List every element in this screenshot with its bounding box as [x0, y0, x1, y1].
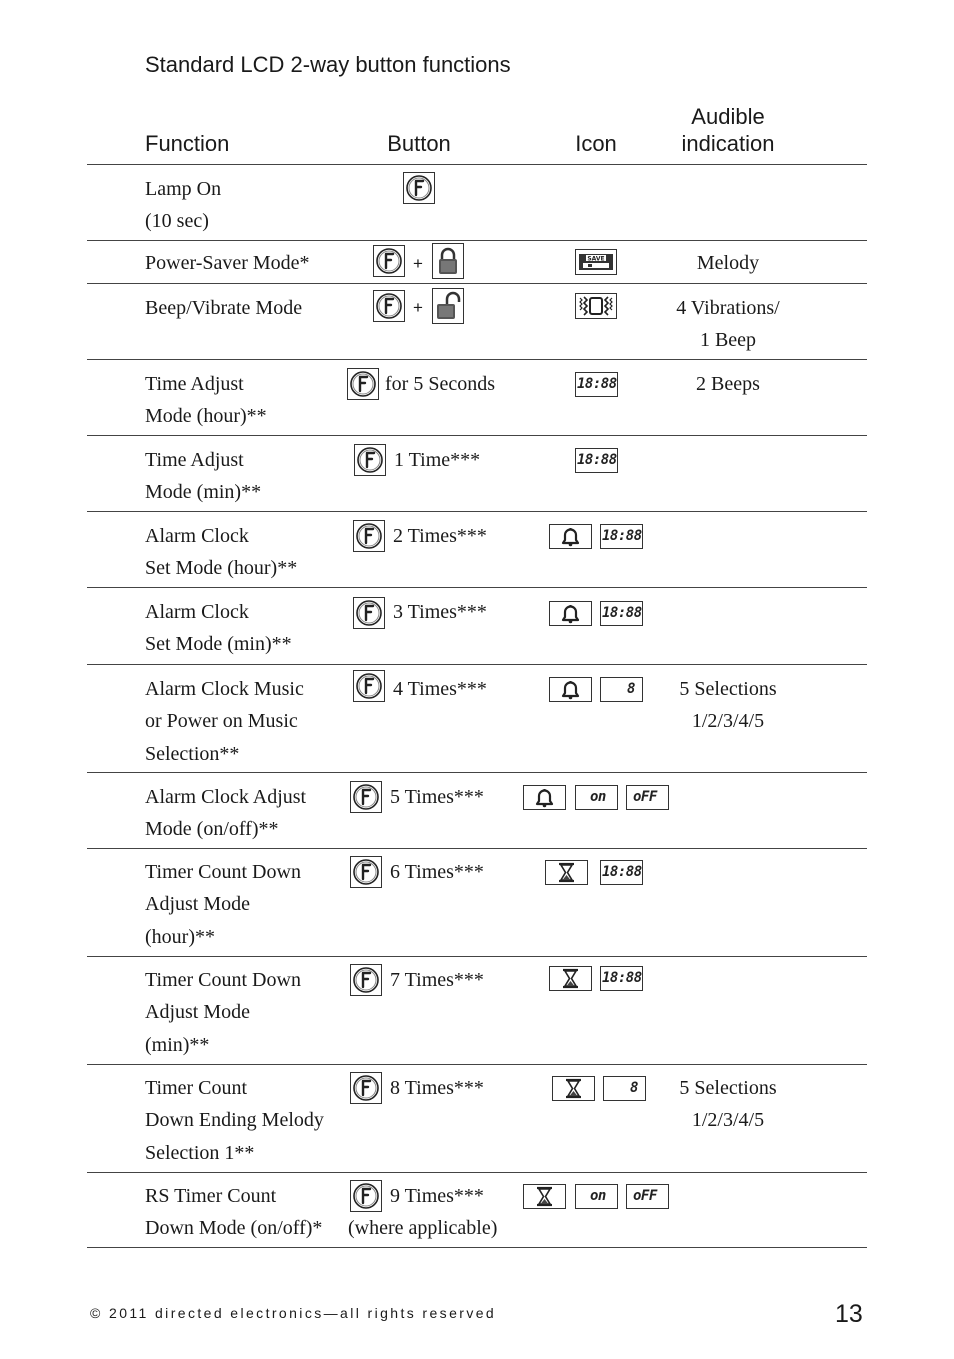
function-cell [145, 1072, 324, 1169]
function-cell [145, 781, 306, 846]
function-line: Alarm Clock Music [145, 678, 304, 700]
hourglass-icon [552, 1076, 595, 1101]
table-rule [87, 240, 867, 241]
function-line: (min)** [145, 1033, 210, 1056]
function-cell [145, 292, 302, 324]
table-rule [87, 511, 867, 512]
function-line: Alarm Clock Adjust [145, 786, 307, 808]
audible-line: 5 Selections [679, 1077, 777, 1099]
function-line: or Power on Music [145, 710, 298, 733]
function-line: (10 sec) [145, 210, 209, 233]
function-line: Set Mode (hour)** [145, 557, 298, 580]
function-cell [145, 247, 310, 279]
f-button-icon [403, 172, 435, 204]
clock-digits-icon [600, 601, 643, 626]
function-line: Mode (on/off)** [145, 818, 279, 841]
function-cell [145, 964, 301, 1061]
button-press-text: 7 Times*** [390, 969, 484, 991]
bell-icon [549, 524, 592, 549]
function-cell [145, 520, 297, 585]
on-icon [575, 1184, 618, 1209]
function-cell [145, 1180, 322, 1245]
f-button-icon [373, 245, 405, 277]
audible-cell [662, 247, 794, 279]
lcd-time-text: 18:88 [602, 528, 642, 544]
plus-sign: + [413, 298, 423, 317]
on-icon [575, 785, 618, 810]
audible-line: Melody [696, 252, 760, 274]
audible-line: 1/2/3/4/5 [691, 710, 765, 733]
f-button-icon [354, 444, 386, 476]
table-rule [87, 1172, 867, 1173]
table-rule [87, 848, 867, 849]
audible-line: 1/2/3/4/5 [691, 1109, 765, 1132]
f-button-icon [350, 964, 382, 996]
digit-icon [600, 677, 643, 702]
audible-cell [662, 673, 794, 738]
vibrate-icon [575, 293, 617, 319]
f-button-icon [353, 670, 385, 702]
bell-icon [523, 785, 566, 810]
lcd-time-text: 18:88 [602, 864, 642, 880]
lcd-off-text: oFF [633, 1188, 657, 1204]
function-line: Power-Saver Mode* [145, 252, 310, 274]
table-rule [87, 772, 867, 773]
button-press-text: 3 Times*** [393, 601, 487, 623]
f-button-icon [350, 856, 382, 888]
svg-text:SAVE: SAVE [587, 255, 605, 263]
function-line: Alarm Clock [145, 525, 249, 547]
table-rule [87, 435, 867, 436]
audible-line: 2 Beeps [696, 373, 760, 395]
page-title: Standard LCD 2-way button functions [145, 52, 511, 77]
digit-icon [603, 1076, 646, 1101]
function-line: Lamp On [145, 178, 222, 200]
audible-cell [662, 292, 794, 357]
unlock-button-icon [432, 288, 464, 324]
table-rule [87, 664, 867, 665]
function-line: Mode (hour)** [145, 405, 267, 428]
function-line: Set Mode (min)** [145, 633, 292, 656]
lcd-digit-text: 8 [627, 681, 635, 697]
f-button-icon [347, 368, 379, 400]
function-line: Down Mode (on/off)* [145, 1217, 323, 1240]
f-button-icon [350, 1072, 382, 1104]
function-line: Selection 1** [145, 1141, 255, 1164]
header-function: Function [145, 131, 230, 156]
f-button-icon [350, 1180, 382, 1212]
table-rule [87, 1247, 867, 1248]
function-line: Timer Count [145, 1077, 248, 1099]
clock-digits-icon [575, 448, 618, 473]
function-cell [145, 673, 304, 770]
function-line: Alarm Clock [145, 601, 249, 623]
audible-line: 1 Beep [699, 329, 757, 352]
button-press-text: 1 Time*** [394, 449, 481, 471]
audible-cell [662, 1072, 794, 1137]
button-press-text: for 5 Seconds [385, 373, 495, 395]
lcd-time-text: 18:88 [577, 376, 617, 392]
button-press-text: 5 Times*** [390, 786, 484, 808]
table-rule [87, 1064, 867, 1065]
function-line: Adjust Mode [145, 1001, 250, 1024]
lcd-off-text: oFF [633, 789, 657, 805]
table-rule [87, 956, 867, 957]
hourglass-icon [549, 966, 592, 991]
lcd-time-text: 18:88 [577, 452, 617, 468]
function-line: Down Ending Melody [145, 1109, 324, 1132]
table-rule [87, 587, 867, 588]
header-audible-indication [660, 103, 796, 157]
audible-line: 5 Selections [679, 678, 777, 700]
header-audible-line1: Audible [691, 104, 765, 129]
lcd-time-text: 18:88 [602, 970, 642, 986]
hourglass-icon [523, 1184, 566, 1209]
function-cell [145, 444, 261, 509]
f-button-icon [350, 781, 382, 813]
header-audible-line2: indication [681, 131, 775, 156]
f-button-icon [353, 520, 385, 552]
function-line: Timer Count Down [145, 861, 301, 883]
audible-line: 4 Vibrations/ [676, 297, 780, 319]
function-line: Timer Count Down [145, 969, 301, 991]
lock-button-icon [432, 243, 464, 279]
function-line: Selection** [145, 742, 240, 765]
lcd-time-text: 18:88 [602, 605, 642, 621]
function-line: Adjust Mode [145, 893, 250, 916]
button-press-text: 2 Times*** [393, 525, 487, 547]
function-cell [145, 173, 221, 238]
lcd-on-text: on [590, 1188, 606, 1204]
table-rule [87, 164, 867, 165]
function-line: Mode (min)** [145, 481, 262, 504]
function-cell [145, 596, 292, 661]
lcd-on-text: on [590, 789, 606, 805]
function-line: RS Timer Count [145, 1185, 277, 1207]
copyright-footer: © 2011 directed electronics—all rights reserved [90, 1305, 497, 1321]
function-line: Beep/Vibrate Mode [145, 297, 303, 319]
plus-sign: + [413, 254, 423, 273]
button-press-text: 9 Times*** [390, 1185, 484, 1207]
button-press-text: 6 Times*** [390, 861, 484, 883]
header-icon: Icon [575, 131, 617, 156]
f-button-icon [353, 597, 385, 629]
f-button-icon [373, 290, 405, 322]
clock-digits-icon [600, 860, 643, 885]
header-button: Button [387, 131, 451, 156]
off-icon [626, 1184, 669, 1209]
button-press-text: 8 Times*** [390, 1077, 484, 1099]
function-line: Time Adjust [145, 373, 244, 395]
function-cell [145, 368, 267, 433]
function-line: Time Adjust [145, 449, 244, 471]
off-icon [626, 785, 669, 810]
clock-digits-icon [575, 372, 618, 397]
clock-digits-icon [600, 966, 643, 991]
bell-icon [549, 601, 592, 626]
page-number: 13 [835, 1300, 863, 1328]
function-cell [145, 856, 301, 953]
button-press-note: (where applicable) [348, 1217, 498, 1239]
audible-cell [662, 368, 794, 400]
hourglass-icon [545, 860, 588, 885]
function-line: (hour)** [145, 925, 215, 948]
table-rule [87, 359, 867, 360]
clock-digits-icon [600, 524, 643, 549]
button-press-text: 4 Times*** [393, 678, 487, 700]
table-rule [87, 283, 867, 284]
bell-icon [549, 677, 592, 702]
save-icon [575, 249, 617, 275]
lcd-digit-text: 8 [630, 1080, 638, 1096]
